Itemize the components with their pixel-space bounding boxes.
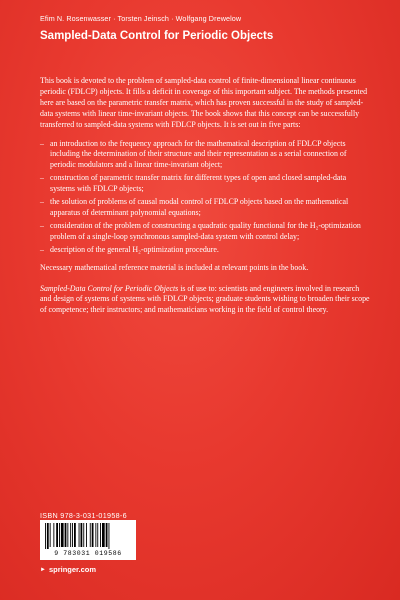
usage-paragraph [40, 284, 372, 317]
barcode-bar [70, 523, 71, 547]
barcode-bar [45, 523, 46, 549]
barcode-bar [83, 523, 84, 547]
barcode-bar [109, 523, 110, 549]
list-item: – an introduction to the frequency approach for the mathematical description of FDLCP objects including the determination of their structure and their representation as a serial connection of periodic modulators and a linear time-invariant object; [40, 139, 372, 172]
isbn-label: ISBN 978-3-031-01958-6 [40, 511, 127, 520]
authors-line: Efim N. Rosenwasser · Torsten Jeinsch · Wolfgang Drewelow [40, 14, 242, 23]
barcode-bar [81, 523, 83, 547]
barcode-bar [90, 523, 91, 547]
barcode-digits: 9 783031 019586 [54, 550, 122, 557]
publisher [40, 565, 96, 574]
intro-paragraph: This book is devoted to the problem of sampled-data control of finite-dimensional linear continuous periodic (FDLCP) objects. It fills a deficit in coverage of this important subject. The methods presented here are based on the parametric transfer matrix, which has proven successful in the study of sampled-data systems with linear time-invariant objects. The book shows that this concept can be successfully transferred to sampled-data systems with FDLCP objects. It is set out in five parts: [40, 76, 368, 129]
list-item: – the solution of problems of causal modal control of FDLCP objects based on the mathematical apparatus of determinant polynomial equations; [40, 197, 372, 219]
barcode [40, 520, 136, 560]
barcode-bar [47, 523, 49, 549]
barcode-bar [67, 523, 68, 547]
barcode-bar [53, 523, 54, 547]
barcode-bar [72, 523, 73, 547]
barcode-bar [97, 523, 98, 547]
parts-list [40, 139, 372, 256]
blurb [40, 76, 372, 316]
barcode-bar [92, 523, 94, 547]
barcode-bar [65, 523, 67, 547]
publisher-link[interactable]: springer.com [48, 565, 97, 574]
barcode-bar [74, 523, 76, 547]
barcode-bar [106, 523, 108, 547]
barcode-bar [61, 523, 64, 547]
usage-text: is of use to: scientists and engineers involved in research and design of systems of systems with FDLCP objects; graduate students wishing to broaden their scope of competence; their instructors; and mathematicians working in the field of control theory. [40, 283, 370, 315]
barcode-bar [102, 523, 105, 547]
barcode-bar [95, 523, 96, 547]
barcode-bars [44, 523, 132, 549]
reference-paragraph: Necessary mathematical reference material is included at relevant points in the book. [40, 262, 309, 272]
usage-title: Sampled-Data Control for Periodic Objects [40, 283, 179, 293]
list-item: – construction of parametric transfer matrix for different types of open and closed sampled-data systems with FDLCP objects; [40, 173, 372, 195]
list-item: – consideration of the problem of constructing a quadratic quality functional for the H₂-optimization problem of a single-loop synchronous sampled-data system with control delay; [40, 221, 372, 243]
barcode-bar [100, 523, 101, 547]
arrow-right-icon: ► [40, 566, 46, 573]
barcode-bar [79, 523, 80, 547]
list-item: – description of the general H₂-optimization procedure. [40, 245, 372, 256]
barcode-bar [59, 523, 60, 547]
barcode-bar [56, 523, 58, 547]
book-title: Sampled-Data Control for Periodic Objects [40, 30, 274, 42]
barcode-bar [86, 523, 87, 547]
barcode-bar [50, 523, 51, 547]
